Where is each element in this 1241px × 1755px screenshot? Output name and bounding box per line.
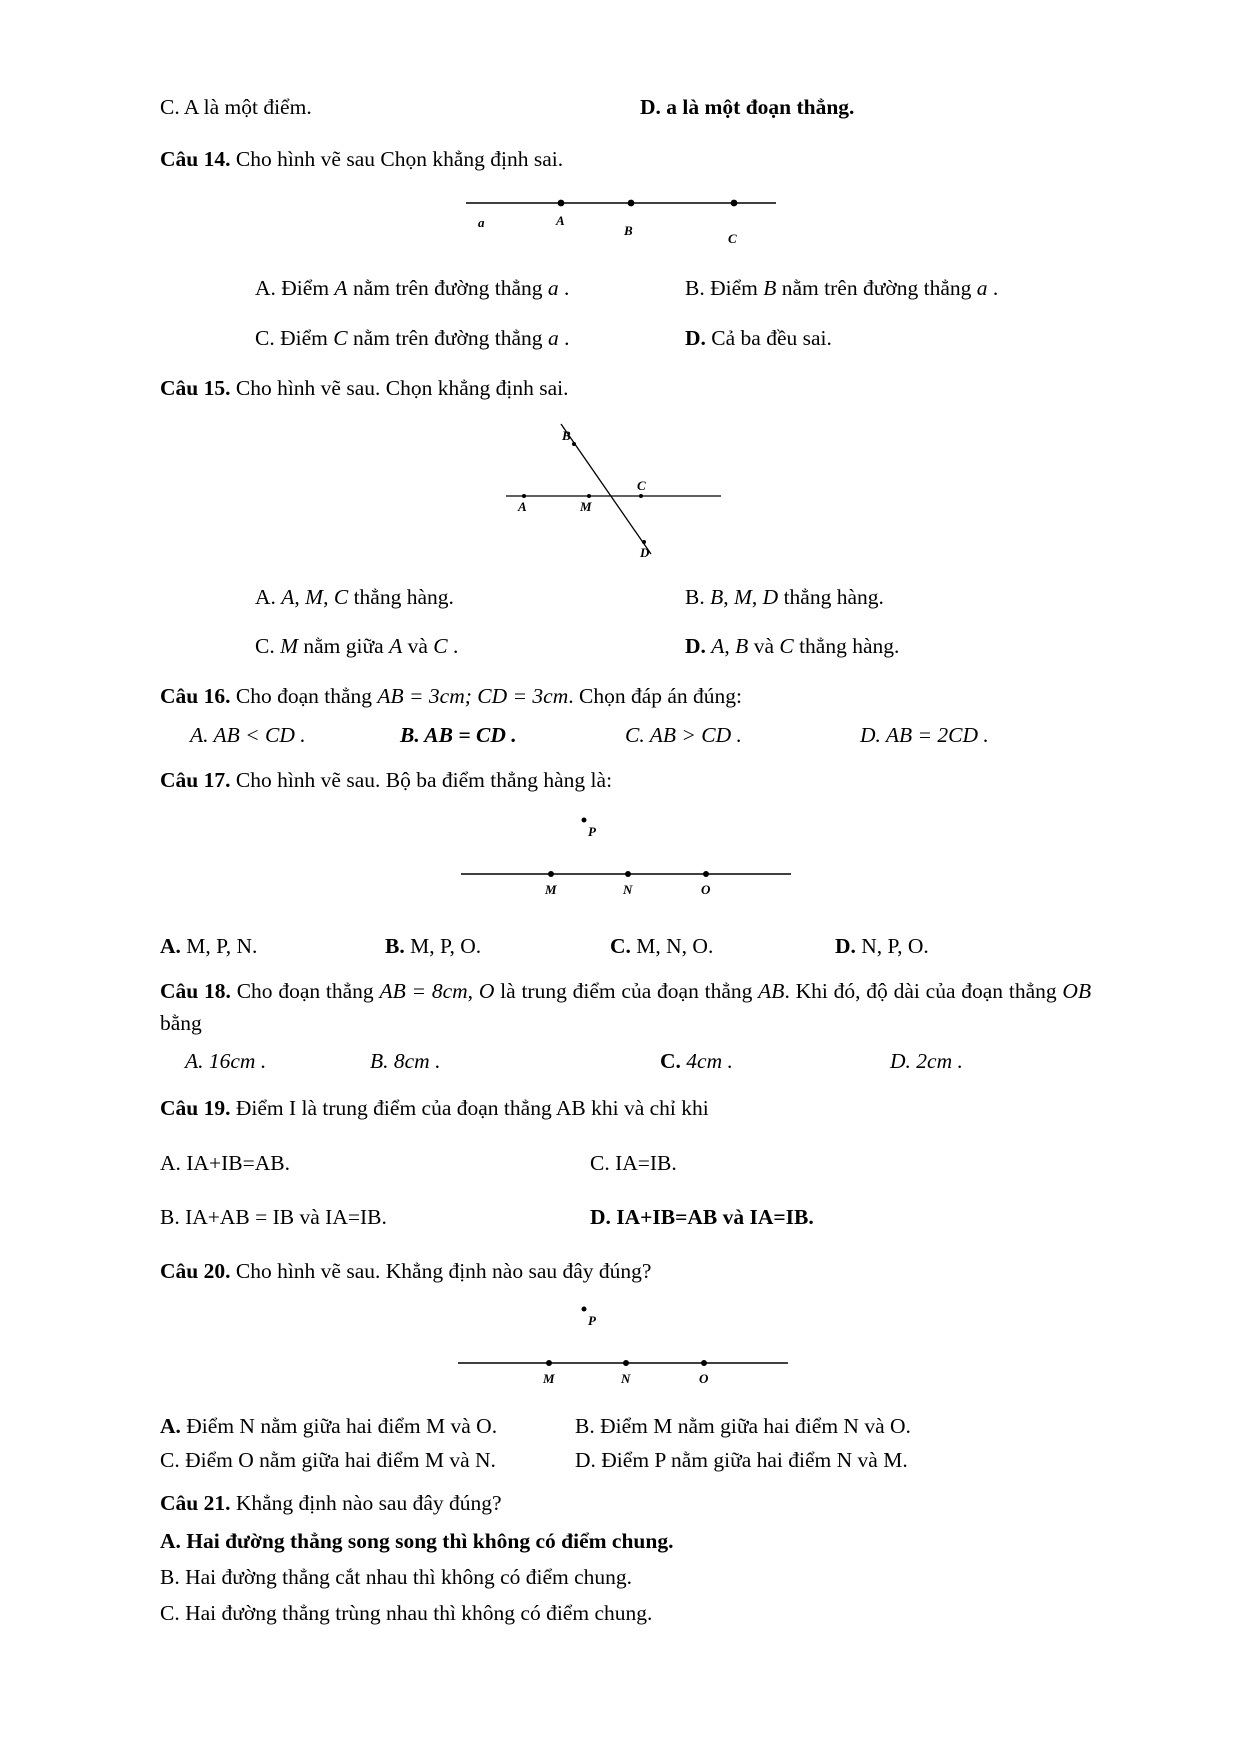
svg-text:P: P [587,823,596,839]
question-17-heading [160,764,1091,796]
q14-opt-c-line: a [547,325,559,350]
question-18-var-ab: AB [758,978,785,1003]
question-16-options [160,723,1091,748]
question-15-text: Cho hình vẽ sau. Chọn khẳng định sai. [235,375,569,400]
question-15-heading [160,372,1091,404]
question-15-options-row-2 [160,631,1091,662]
question-20-options [160,1410,1091,1477]
question-20-option-a [160,1410,575,1443]
q14-opt-d-lead: D. [685,325,706,350]
q14-opt-c-lead: C. Điểm [255,325,328,350]
question-19-options-row-2 [160,1201,1091,1233]
question-21-text: Khẳng định nào sau đây đúng? [235,1490,502,1515]
q14-opt-a-line: a [547,276,559,301]
question-16-option-a: A. AB < CD . [190,722,306,747]
svg-text:a: a [477,215,484,231]
question-17-text: Cho hình vẽ sau. Bộ ba điểm thẳng hàng là: [235,767,613,792]
question-14-options-row-2 [160,323,1091,354]
q14-opt-c-point: C [333,325,348,350]
q15-opt-d-v2: B [735,634,749,659]
top-options-row [160,92,1091,123]
question-14-option-b [685,273,998,304]
q17-opt-a-text: M, P, N. [186,933,258,958]
question-14-label: Câu 14. [160,147,231,172]
svg-text:C: C [727,231,737,247]
question-16-label: Câu 16. [160,684,231,709]
q21-opt-a-text: Hai đường thẳng song song thì không có điểm chung. [186,1529,674,1554]
q15-opt-d-lead: D. [685,634,706,659]
question-19-option-a: A. IA+IB=AB. [160,1150,290,1175]
points-line-figure-17 [416,806,836,916]
question-16-option-b: B. AB = CD . [400,722,517,747]
question-18-option-b: B. 8cm . [370,1049,441,1074]
question-18-option-d: D. 2cm . [890,1049,963,1074]
option-d-text: D. a là một đoạn thẳng. [640,95,855,119]
question-17-label: Câu 17. [160,767,231,792]
question-20-label: Câu 20. [160,1259,231,1284]
question-16-text-post: . Chọn đáp án đúng: [568,684,743,709]
q15-opt-a-v2: M [305,585,324,610]
question-15-option-c [255,631,685,662]
question-15-option-b: B. B, M, D thẳng hàng. [685,585,884,610]
question-18-option-a: A. 16cm . [185,1049,267,1074]
svg-text:B: B [561,428,571,444]
question-14-options-row-1 [160,273,1091,304]
q15-opt-b-v3: D [762,585,779,610]
svg-text:O: O [700,881,710,897]
q15-opt-d-v1: A [711,634,725,659]
points-line-figure-20 [416,1297,836,1402]
q14-opt-b-point: B [763,276,777,301]
question-20-option-c: C. Điểm O nằm giữa hai điểm M và N. [160,1447,496,1472]
question-15-option-a: A. A, M, C thẳng hàng. [255,585,454,610]
question-17-option-a [160,934,385,959]
question-18-expr-1: AB = 8cm [379,978,468,1003]
q14-opt-b-lead: B. Điểm [685,276,758,301]
question-20-heading [160,1255,1091,1287]
q15-opt-b-v1: B [710,585,724,610]
question-14-heading [160,143,1091,175]
question-14-option-a [255,273,685,304]
q17-opt-c-text: M, N, O. [636,933,714,958]
question-16-expr-2: CD = 3cm [477,684,569,709]
q17-opt-b-text: M, P, O. [410,933,482,958]
question-18-label: Câu 18. [160,978,231,1003]
question-16-heading [160,680,1091,712]
question-17-option-c [610,934,835,959]
question-21-label: Câu 21. [160,1490,231,1515]
question-18-text-mid-3: . Khi đó, độ dài của đoạn thẳng [784,978,1057,1003]
question-19-option-d: D. IA+IB=AB và IA=IB. [590,1204,814,1229]
question-17-option-d [835,934,1060,959]
question-20-option-d: D. Điểm P nằm giữa hai điểm N và M. [575,1447,908,1472]
svg-text:M: M [579,499,592,515]
question-19-label: Câu 19. [160,1096,231,1121]
crossing-lines-figure-15 [496,414,756,564]
q15-opt-c-v1: M [280,634,299,659]
q15-opt-a-tail: thẳng hàng. [353,585,454,610]
question-15-label: Câu 15. [160,375,231,400]
question-14-text: Cho hình vẽ sau Chọn khẳng định sai. [235,147,564,172]
q17-opt-a-lead: A. [160,933,181,958]
q15-opt-d-tail: thẳng hàng. [799,634,900,659]
q15-opt-c-mid: nằm giữa [303,634,384,659]
question-15-option-d: D. A, B và C thẳng hàng. [685,634,900,659]
q15-opt-a-v3: C [333,585,349,610]
q17-opt-c-lead: C. [610,933,631,958]
question-19-option-c: C. IA=IB. [590,1150,677,1175]
svg-text:O: O [698,1371,708,1387]
q18-opt-c-text: 4cm . [686,1049,733,1074]
q14-opt-a-point: A [334,276,348,301]
question-16-text-pre: Cho đoạn thẳng [235,684,373,709]
q20-opt-a-lead: A. [160,1414,181,1439]
q17-opt-d-text: N, P, O. [861,933,929,958]
question-16-expr-1: AB = 3cm; [377,684,472,709]
question-16-option-c: C. AB > CD . [625,722,742,747]
question-20-figure [160,1297,1091,1402]
q14-opt-c-end: . [564,325,570,350]
svg-text:A: A [555,213,565,229]
question-15-figure [160,414,1091,564]
question-14-option-c [255,323,685,354]
svg-text:B: B [623,223,633,239]
q21-opt-a-lead: A. [160,1529,181,1554]
svg-text:A: A [517,499,527,515]
question-18-option-c [660,1049,890,1074]
question-16-option-d: D. AB = 2CD . [860,722,989,747]
q17-opt-d-lead: D. [835,933,856,958]
question-18-heading [160,975,1091,1040]
question-20-option-b: B. Điểm M nằm giữa hai điểm N và O. [575,1414,911,1439]
q17-opt-b-lead: B. [385,933,405,958]
option-c-text: C. A là một điểm. [160,95,312,119]
question-19-option-b: B. IA+AB = IB và IA=IB. [160,1204,387,1229]
question-21-option-c: C. Hai đường thẳng trùng nhau thì không có điểm chung. [160,1601,653,1626]
q14-opt-c-mid: nằm trên đường thẳng [352,325,543,350]
question-15-options-row-1 [160,582,1091,613]
question-18-var-ob: OB [1062,978,1092,1003]
q15-opt-a-v1: A [281,585,295,610]
question-14-option-d [685,323,832,354]
question-21-option-b: B. Hai đường thẳng cắt nhau thì không có điểm chung. [160,1565,633,1590]
question-17-figure [160,806,1091,916]
q14-opt-a-mid: nằm trên đường thẳng [352,276,543,301]
question-18-text-mid-2: là trung điểm của đoạn thẳng [500,978,753,1003]
q15-opt-c-v3: C [433,634,448,659]
line-figure-14 [456,185,796,255]
question-21-heading [160,1487,1091,1519]
svg-text:M: M [544,881,557,897]
q15-opt-c-and: và [407,634,428,659]
question-21-option-a [160,1525,1091,1559]
q15-opt-d-and: và [753,634,774,659]
q14-opt-a-end: . [564,276,570,301]
q20-opt-a-text: Điểm N nằm giữa hai điểm M và O. [186,1414,498,1439]
q15-opt-b-tail: thẳng hàng. [783,585,884,610]
svg-text:N: N [622,881,632,897]
svg-text:M: M [542,1371,555,1387]
question-21-options [160,1525,1091,1631]
question-17-options [160,934,1091,959]
question-19-heading [160,1092,1091,1124]
question-19-options [160,1147,1091,1234]
question-19-text: Điểm I là trung điểm của đoạn thẳng AB khi và chỉ khi [235,1096,709,1121]
q15-opt-b-lead: B. [685,585,705,610]
svg-text:N: N [620,1371,630,1387]
q15-opt-c-lead: C. [255,634,275,659]
question-18-var-o: O [478,978,495,1003]
svg-text:C: C [636,478,646,494]
q15-opt-d-v3: C [779,634,794,659]
q14-opt-b-mid: nằm trên đường thẳng [781,276,972,301]
q15-opt-b-v2: M [733,585,752,610]
q15-opt-c-tail: . [452,634,459,659]
question-14-figure [160,185,1091,255]
question-18-text-end: bằng [160,1011,202,1036]
svg-text:D: D [639,545,649,561]
question-19-options-row-1 [160,1147,1091,1179]
question-17-option-b [385,934,610,959]
question-18-text-pre: Cho đoạn thẳng [236,978,374,1003]
question-18-options [160,1049,1091,1074]
svg-text:P: P [587,1313,596,1329]
question-20-text: Cho hình vẽ sau. Khẳng định nào sau đây đúng? [235,1259,652,1284]
question-20-options-row-1 [160,1410,1091,1443]
q18-opt-c-lead: C. [660,1049,681,1074]
q14-opt-b-line: a [976,276,988,301]
question-18-comma: , [467,978,474,1003]
q15-opt-a-lead: A. [255,585,276,610]
q14-opt-d-text: Cả ba đều sai. [711,325,832,350]
q15-opt-c-v2: A [389,634,403,659]
q14-opt-a-lead: A. Điểm [255,276,330,301]
question-20-options-row-2 [160,1444,1091,1477]
q14-opt-b-end: . [992,276,999,301]
